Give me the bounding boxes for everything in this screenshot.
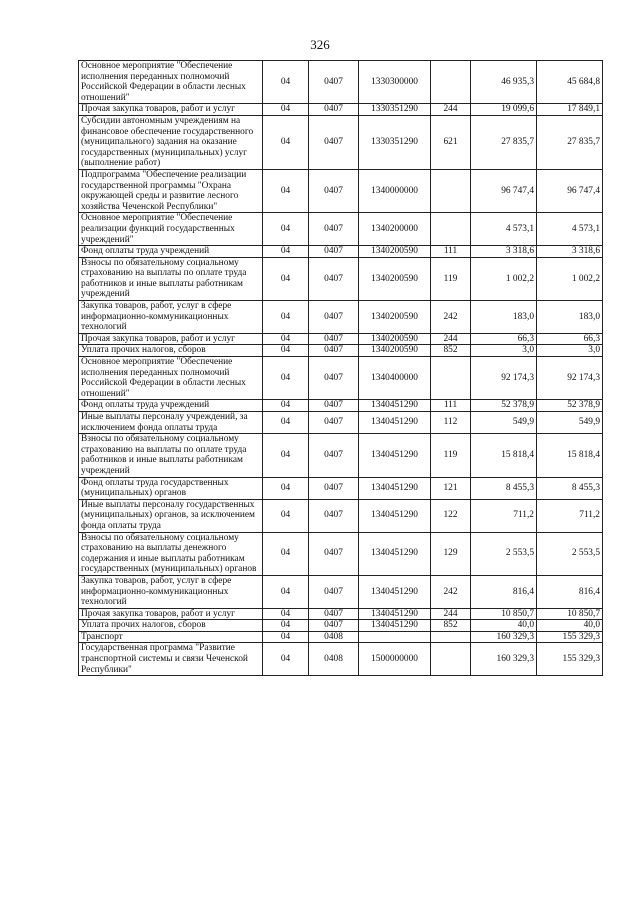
- table-row: [79, 643, 603, 676]
- cell-name: Основное мероприятие "Обеспечение исполнения переданных полномочий Российской Федерации в области лесных отношений": [79, 61, 263, 104]
- cell-amount-year-2: 45 684,8: [537, 61, 603, 104]
- table-row: [79, 412, 603, 434]
- cell-expense-type: [431, 643, 471, 676]
- table-row: [79, 477, 603, 499]
- cell-name: Взносы по обязательному социальному страхованию на выплаты денежного содержания и иные выплаты работникам государственных (муниципальных) органов: [79, 532, 263, 575]
- table-row: [79, 345, 603, 357]
- cell-target-article: 1340451290: [359, 620, 431, 632]
- cell-expense-type: [431, 61, 471, 104]
- cell-name: Фонд оплаты труда государственных (муниципальных) органов: [79, 477, 263, 499]
- cell-target-article: 1330351290: [359, 104, 431, 116]
- cell-name: Взносы по обязательному социальному страхованию на выплаты по оплате труда работников и иные выплаты работникам учреждений: [79, 257, 263, 300]
- cell-section: 04: [263, 477, 309, 499]
- cell-target-article: 1340451290: [359, 499, 431, 532]
- cell-section: 04: [263, 434, 309, 477]
- cell-expense-type: [431, 631, 471, 643]
- cell-amount-year-1: 96 747,4: [471, 169, 537, 212]
- cell-expense-type: [431, 213, 471, 246]
- cell-name: Взносы по обязательному социальному страхованию на выплаты по оплате труда работников и иные выплаты работникам учреждений: [79, 434, 263, 477]
- cell-expense-type: 242: [431, 575, 471, 608]
- cell-amount-year-2: 816,4: [537, 575, 603, 608]
- cell-target-article: 1340451290: [359, 434, 431, 477]
- cell-amount-year-1: 1 002,2: [471, 257, 537, 300]
- budget-table: [78, 60, 603, 676]
- cell-subsection: 0408: [309, 631, 359, 643]
- cell-amount-year-2: 4 573,1: [537, 213, 603, 246]
- budget-table-body: [79, 61, 603, 676]
- table-row: [79, 357, 603, 400]
- cell-amount-year-1: 15 818,4: [471, 434, 537, 477]
- cell-name: Уплата прочих налогов, сборов: [79, 345, 263, 357]
- table-row: [79, 631, 603, 643]
- cell-name: Подпрограмма "Обеспечение реализации государственной программы "Охрана окружающей среды и развитие лесного хозяйства Чеченской Республики": [79, 169, 263, 212]
- cell-amount-year-1: 2 553,5: [471, 532, 537, 575]
- cell-expense-type: 111: [431, 246, 471, 258]
- cell-expense-type: 122: [431, 499, 471, 532]
- table-row: [79, 575, 603, 608]
- cell-section: 04: [263, 499, 309, 532]
- cell-section: 04: [263, 631, 309, 643]
- table-row: [79, 213, 603, 246]
- cell-section: 04: [263, 532, 309, 575]
- table-row: [79, 246, 603, 258]
- cell-amount-year-1: 160 329,3: [471, 643, 537, 676]
- cell-expense-type: 119: [431, 257, 471, 300]
- cell-target-article: 1340200590: [359, 301, 431, 334]
- cell-amount-year-1: 40,0: [471, 620, 537, 632]
- cell-target-article: 1340000000: [359, 169, 431, 212]
- cell-subsection: 0407: [309, 257, 359, 300]
- cell-name: Транспорт: [79, 631, 263, 643]
- cell-name: Фонд оплаты труда учреждений: [79, 246, 263, 258]
- cell-amount-year-1: 66,3: [471, 333, 537, 345]
- cell-section: 04: [263, 246, 309, 258]
- cell-subsection: 0407: [309, 301, 359, 334]
- cell-expense-type: 121: [431, 477, 471, 499]
- cell-amount-year-1: 92 174,3: [471, 357, 537, 400]
- cell-target-article: 1340451290: [359, 575, 431, 608]
- cell-expense-type: [431, 169, 471, 212]
- cell-target-article: 1340451290: [359, 477, 431, 499]
- cell-subsection: 0407: [309, 400, 359, 412]
- cell-amount-year-2: 27 835,7: [537, 115, 603, 169]
- table-row: [79, 169, 603, 212]
- cell-amount-year-1: 4 573,1: [471, 213, 537, 246]
- cell-target-article: 1330351290: [359, 115, 431, 169]
- table-row: [79, 61, 603, 104]
- cell-expense-type: 852: [431, 620, 471, 632]
- cell-amount-year-2: 2 553,5: [537, 532, 603, 575]
- cell-name: Иные выплаты персоналу государственных (муниципальных) органов, за исключением фонда оплаты труда: [79, 499, 263, 532]
- cell-section: 04: [263, 104, 309, 116]
- cell-section: 04: [263, 257, 309, 300]
- table-row: [79, 301, 603, 334]
- cell-target-article: 1340451290: [359, 608, 431, 620]
- cell-section: 04: [263, 620, 309, 632]
- cell-name: Основное мероприятие "Обеспечение исполнения переданных полномочий Российской Федерации в области лесных отношений": [79, 357, 263, 400]
- cell-name: Прочая закупка товаров, работ и услуг: [79, 104, 263, 116]
- cell-subsection: 0408: [309, 643, 359, 676]
- cell-subsection: 0407: [309, 477, 359, 499]
- cell-section: 04: [263, 643, 309, 676]
- cell-name: Основное мероприятие "Обеспечение реализации функций государственных учреждений": [79, 213, 263, 246]
- cell-target-article: 1340400000: [359, 357, 431, 400]
- cell-expense-type: 621: [431, 115, 471, 169]
- cell-amount-year-1: 46 935,3: [471, 61, 537, 104]
- table-row: [79, 104, 603, 116]
- cell-amount-year-2: 549,9: [537, 412, 603, 434]
- cell-subsection: 0407: [309, 169, 359, 212]
- cell-amount-year-2: 66,3: [537, 333, 603, 345]
- cell-target-article: 1340200000: [359, 213, 431, 246]
- cell-name: Уплата прочих налогов, сборов: [79, 620, 263, 632]
- cell-section: 04: [263, 169, 309, 212]
- cell-section: 04: [263, 115, 309, 169]
- cell-expense-type: 242: [431, 301, 471, 334]
- cell-target-article: 1340200590: [359, 333, 431, 345]
- cell-name: Прочая закупка товаров, работ и услуг: [79, 333, 263, 345]
- cell-amount-year-1: 3,0: [471, 345, 537, 357]
- cell-amount-year-1: 549,9: [471, 412, 537, 434]
- page-number: 326: [310, 37, 330, 52]
- cell-subsection: 0407: [309, 115, 359, 169]
- cell-target-article: [359, 631, 431, 643]
- cell-amount-year-1: 183,0: [471, 301, 537, 334]
- table-row: [79, 620, 603, 632]
- cell-subsection: 0407: [309, 104, 359, 116]
- cell-amount-year-2: 40,0: [537, 620, 603, 632]
- cell-name: Субсидии автономным учреждениям на финансовое обеспечение государственного (муниципального) задания на оказание государственных (муниципальных) услуг (выполнение работ): [79, 115, 263, 169]
- table-row: [79, 532, 603, 575]
- cell-expense-type: 129: [431, 532, 471, 575]
- cell-section: 04: [263, 412, 309, 434]
- cell-amount-year-1: 27 835,7: [471, 115, 537, 169]
- cell-amount-year-2: 17 849,1: [537, 104, 603, 116]
- cell-amount-year-2: 1 002,2: [537, 257, 603, 300]
- table-row: [79, 400, 603, 412]
- cell-amount-year-2: 3 318,6: [537, 246, 603, 258]
- table-row: [79, 333, 603, 345]
- cell-amount-year-2: 711,2: [537, 499, 603, 532]
- cell-amount-year-2: 183,0: [537, 301, 603, 334]
- cell-subsection: 0407: [309, 434, 359, 477]
- cell-target-article: 1340200590: [359, 345, 431, 357]
- cell-amount-year-1: 3 318,6: [471, 246, 537, 258]
- cell-subsection: 0407: [309, 532, 359, 575]
- cell-target-article: 1330300000: [359, 61, 431, 104]
- cell-subsection: 0407: [309, 333, 359, 345]
- table-row: [79, 499, 603, 532]
- cell-expense-type: 112: [431, 412, 471, 434]
- cell-amount-year-2: 155 329,3: [537, 643, 603, 676]
- cell-amount-year-1: 10 850,7: [471, 608, 537, 620]
- cell-expense-type: 111: [431, 400, 471, 412]
- table-row: [79, 115, 603, 169]
- cell-section: 04: [263, 333, 309, 345]
- cell-name: Закупка товаров, работ, услуг в сфере информационно-коммуникационных технологий: [79, 301, 263, 334]
- cell-amount-year-2: 155 329,3: [537, 631, 603, 643]
- cell-subsection: 0407: [309, 412, 359, 434]
- cell-subsection: 0407: [309, 575, 359, 608]
- table-row: [79, 608, 603, 620]
- cell-target-article: 1340451290: [359, 412, 431, 434]
- cell-subsection: 0407: [309, 246, 359, 258]
- cell-amount-year-1: 8 455,3: [471, 477, 537, 499]
- cell-target-article: 1340451290: [359, 532, 431, 575]
- cell-subsection: 0407: [309, 345, 359, 357]
- cell-target-article: 1500000000: [359, 643, 431, 676]
- table-row: [79, 434, 603, 477]
- cell-section: 04: [263, 575, 309, 608]
- cell-subsection: 0407: [309, 357, 359, 400]
- cell-amount-year-2: 10 850,7: [537, 608, 603, 620]
- cell-subsection: 0407: [309, 213, 359, 246]
- cell-amount-year-1: 816,4: [471, 575, 537, 608]
- cell-subsection: 0407: [309, 61, 359, 104]
- cell-amount-year-2: 3,0: [537, 345, 603, 357]
- cell-name: Прочая закупка товаров, работ и услуг: [79, 608, 263, 620]
- cell-amount-year-2: 52 378,9: [537, 400, 603, 412]
- cell-amount-year-1: 19 099,6: [471, 104, 537, 116]
- cell-name: Закупка товаров, работ, услуг в сфере информационно-коммуникационных технологий: [79, 575, 263, 608]
- cell-expense-type: 852: [431, 345, 471, 357]
- cell-target-article: 1340200590: [359, 246, 431, 258]
- cell-subsection: 0407: [309, 620, 359, 632]
- cell-subsection: 0407: [309, 608, 359, 620]
- cell-section: 04: [263, 357, 309, 400]
- cell-section: 04: [263, 400, 309, 412]
- cell-amount-year-1: 160 329,3: [471, 631, 537, 643]
- cell-expense-type: 244: [431, 104, 471, 116]
- table-row: [79, 257, 603, 300]
- cell-section: 04: [263, 213, 309, 246]
- cell-subsection: 0407: [309, 499, 359, 532]
- cell-amount-year-2: 15 818,4: [537, 434, 603, 477]
- cell-section: 04: [263, 608, 309, 620]
- cell-target-article: 1340200590: [359, 257, 431, 300]
- cell-name: Государственная программа "Развитие транспортной системы и связи Чеченской Республики": [79, 643, 263, 676]
- cell-expense-type: 244: [431, 608, 471, 620]
- cell-expense-type: 119: [431, 434, 471, 477]
- cell-amount-year-1: 711,2: [471, 499, 537, 532]
- cell-amount-year-2: 8 455,3: [537, 477, 603, 499]
- cell-amount-year-2: 96 747,4: [537, 169, 603, 212]
- cell-amount-year-1: 52 378,9: [471, 400, 537, 412]
- cell-target-article: 1340451290: [359, 400, 431, 412]
- cell-name: Фонд оплаты труда учреждений: [79, 400, 263, 412]
- cell-expense-type: [431, 357, 471, 400]
- cell-expense-type: 244: [431, 333, 471, 345]
- cell-name: Иные выплаты персоналу учреждений, за исключением фонда оплаты труда: [79, 412, 263, 434]
- cell-amount-year-2: 92 174,3: [537, 357, 603, 400]
- cell-section: 04: [263, 61, 309, 104]
- cell-section: 04: [263, 301, 309, 334]
- cell-section: 04: [263, 345, 309, 357]
